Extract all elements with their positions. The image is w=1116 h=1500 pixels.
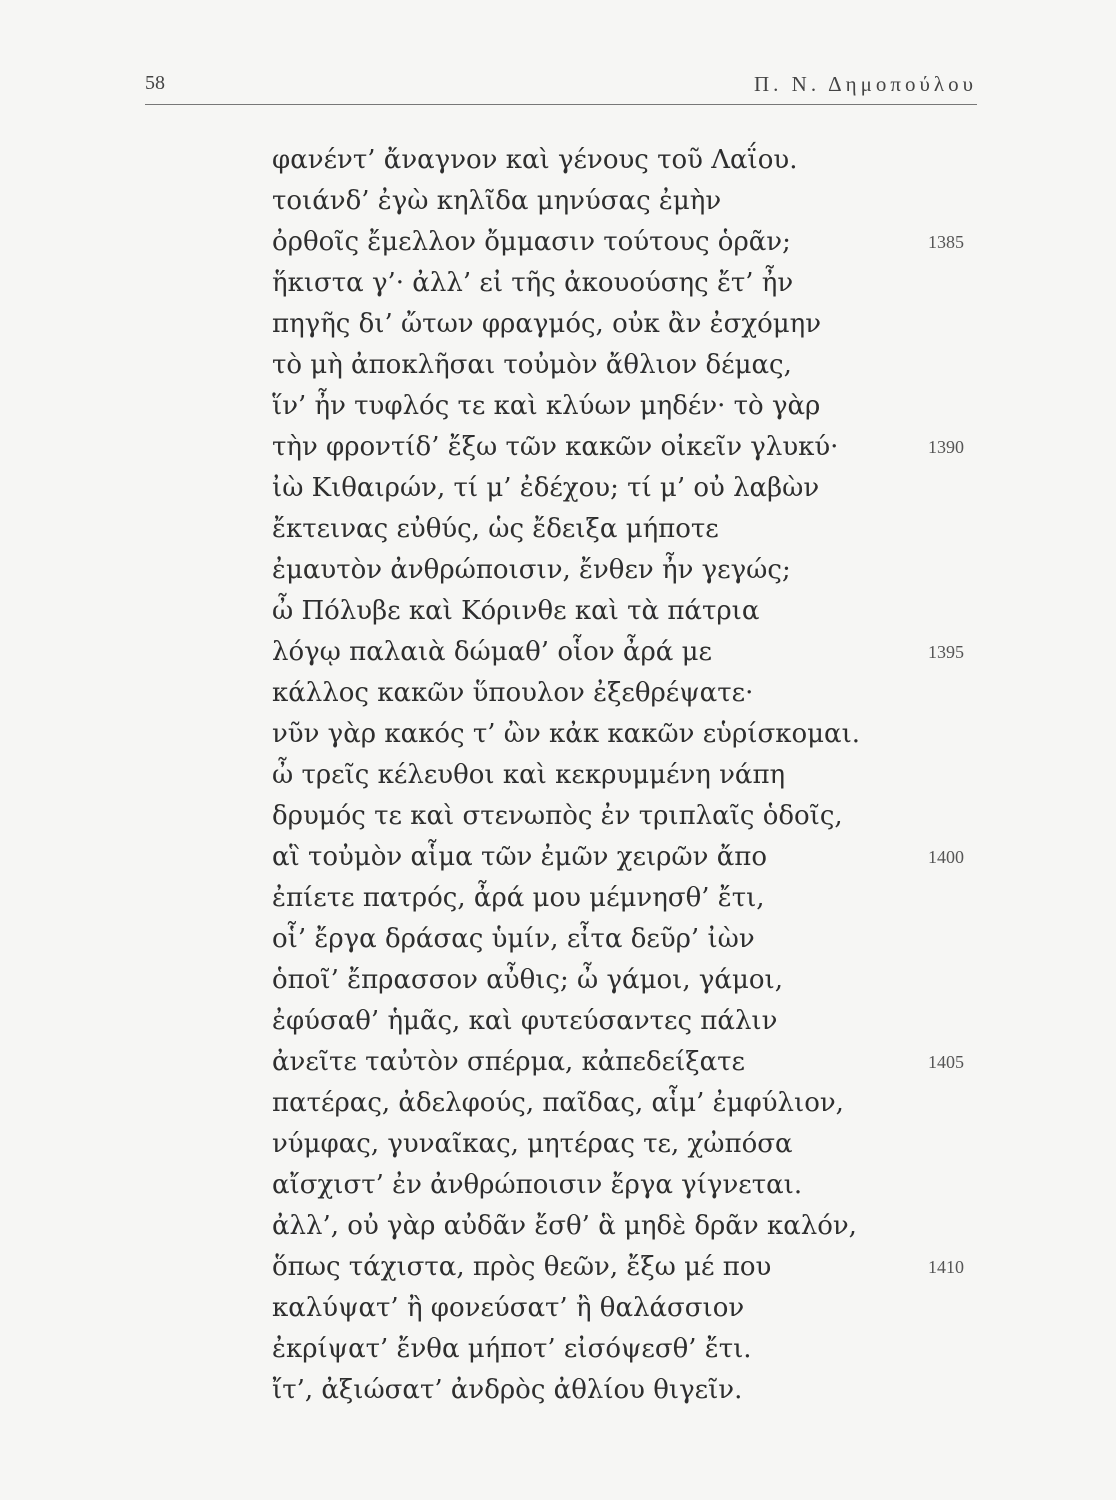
verse-line: αἳ τοὐμὸν αἷμα τῶν ἐμῶν χειρῶν ἄπο: [272, 842, 768, 872]
verse-line: τὸ μὴ ἀποκλῆσαι τοὐμὸν ἄθλιον δέμας,: [272, 350, 792, 380]
verse-line: πηγῆς δι’ ὤτων φραγμός, οὐκ ἂν ἐσχόμην: [272, 309, 822, 339]
verse-line: φανέντ’ ἄναγνον καὶ γένους τοῦ Λαΐου.: [272, 145, 798, 175]
verse-line: τοιάνδ’ ἐγὼ κηλῖδα μηνύσας ἐμὴν: [272, 186, 722, 216]
verse-line: ὦ Πόλυβε καὶ Κόρινθε καὶ τὰ πάτρια: [272, 596, 760, 626]
verse-line: ὀρθοῖς ἔμελλον ὄμμασιν τούτους ὁρᾶν;: [272, 227, 791, 257]
verse-line: ὁποῖ’ ἔπρασσον αὖθις; ὦ γάμοι, γάμοι,: [272, 965, 783, 995]
verse-line: ἀνεῖτε ταὐτὸν σπέρμα, κἀπεδείξατε: [272, 1047, 745, 1077]
line-number: 1395: [928, 642, 964, 662]
verse-line: ἐπίετε πατρός, ἆρά μου μέμνησθ’ ἔτι,: [272, 883, 765, 913]
verse-line: ἔκτεινας εὐθύς, ὡς ἔδειξα μήποτε: [272, 514, 719, 544]
line-number: 1385: [928, 232, 964, 252]
verse-line: ἐκρίψατ’ ἔνθα μήποτ’ εἰσόψεσθ’ ἔτι.: [272, 1334, 752, 1364]
verse-line: πατέρας, ἀδελφούς, παῖδας, αἷμ’ ἐμφύλιον,: [272, 1088, 844, 1118]
verse-line: ἥκιστα γ’· ἀλλ’ εἰ τῆς ἀκουούσης ἔτ’ ἦν: [272, 268, 794, 298]
verse-line: λόγῳ παλαιὰ δώμαθ’ οἷον ἆρά με: [272, 637, 712, 667]
verse-line: ἐμαυτὸν ἀνθρώποισιν, ἔνθεν ἦν γεγώς;: [272, 555, 791, 585]
verse-line: αἴσχιστ’ ἐν ἀνθρώποισιν ἔργα γίγνεται.: [272, 1170, 803, 1200]
line-number: 1410: [928, 1257, 964, 1277]
verse-line: ἐφύσαθ’ ἡμᾶς, καὶ φυτεύσαντες πάλιν: [272, 1006, 778, 1036]
running-title: Π. Ν. Δημοπούλου: [754, 72, 977, 96]
verse-line: ὅπως τάχιστα, πρὸς θεῶν, ἔξω μέ που: [272, 1252, 772, 1282]
verse-line: καλύψατ’ ἢ φονεύσατ’ ἢ θαλάσσιον: [272, 1293, 745, 1323]
verse-line: τὴν φροντίδ’ ἔξω τῶν κακῶν οἰκεῖν γλυκύ·: [272, 432, 839, 462]
line-number: 1390: [928, 437, 964, 457]
page-number: 58: [145, 72, 165, 94]
verse-line: ἀλλ’, οὐ γὰρ αὐδᾶν ἔσθ’ ἃ μηδὲ δρᾶν καλόν,: [272, 1211, 857, 1241]
verse-line: ἵν’ ἦν τυφλός τε καὶ κλύων μηδέν· τὸ γὰρ: [272, 391, 821, 421]
verse-line: δρυμός τε καὶ στενωπὸς ἐν τριπλαῖς ὁδοῖς,: [272, 801, 843, 831]
verse-line: νύμφας, γυναῖκας, μητέρας τε, χὠπόσα: [272, 1129, 793, 1159]
line-number: 1405: [928, 1052, 964, 1072]
line-number: 1400: [928, 847, 964, 867]
verse-line: νῦν γὰρ κακός τ’ ὢν κἀκ κακῶν εὑρίσκομαι.: [272, 719, 861, 749]
verse-line: οἷ’ ἔργα δράσας ὑμίν, εἶτα δεῦρ’ ἰὼν: [272, 924, 755, 954]
verse-line: κάλλος κακῶν ὕπουλον ἐξεθρέψατε·: [272, 678, 754, 708]
verse-line: ἴτ’, ἀξιώσατ’ ἀνδρὸς ἀθλίου θιγεῖν.: [272, 1375, 743, 1405]
verse-line: ἰὼ Κιθαιρών, τί μ’ ἐδέχου; τί μ’ οὐ λαβὼν: [272, 473, 820, 503]
verse-line: ὦ τρεῖς κέλευθοι καὶ κεκρυμμένη νάπη: [272, 760, 786, 790]
